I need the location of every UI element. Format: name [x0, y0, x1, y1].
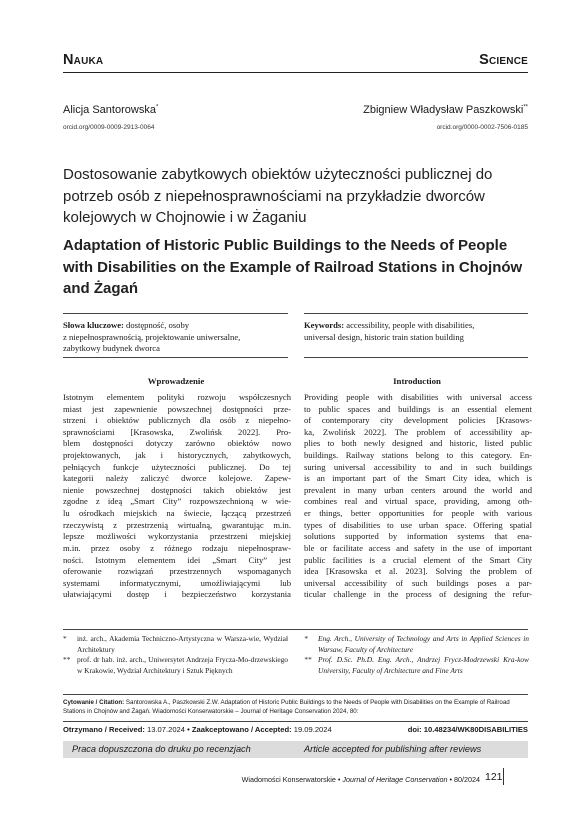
body-line: kategorii należy zaliczyć dworce kolejowe. Zapew- [63, 473, 291, 484]
citation [63, 698, 533, 716]
body-line: universal accessibility of such buildings poses a par- [304, 577, 532, 588]
body-line: of contemporary city development policies [Krasows- [304, 415, 532, 426]
body-line: ticular challenge in the process of designing the refur- [304, 589, 532, 600]
body-line: types of disabilities to use urban space. Offering spatial [304, 519, 532, 530]
body-line: zgodne z ideą „Smart City” rozpowszechnioną w wie- [63, 496, 291, 507]
body-line: miast jest zapewnienie powszechnej dostępności prze- [63, 403, 291, 414]
body-line: m.in. przez osoby z różnego rodzaju niepełnospraw- [63, 542, 291, 553]
keywords-en-line: universal design, historic train station building [304, 331, 464, 342]
footnote-en-1 [304, 634, 529, 655]
body-line: projektowanych, jak i historycznych, zabytkowych, [63, 450, 291, 461]
citation-rule [63, 694, 528, 695]
footnotes-en [304, 634, 529, 676]
body-line: public facilities is a crucial element of the Smart City [304, 554, 532, 565]
accepted-date: 19.09.2024 [291, 725, 332, 734]
section-label-en: Science [479, 52, 528, 68]
body-line: ułatwiającymi dostęp i bezpieczeństwo korzystania [63, 589, 291, 600]
doi[interactable] [408, 725, 528, 734]
body-line: blem dostępności dotyczy zarówno obiektów nowo [63, 438, 291, 449]
keywords-polish [63, 320, 288, 355]
citation-text: Santorowska A., Paszkowski Z.W. Adaptation of Historic Public Buildings to the Needs of People with Disabilities on the Example of Railroad Stations in Chojnów and Żagań. Wiadomości Konserwatorskie – Journal of Heritage Conservation 2024, 80: [63, 699, 510, 715]
accepted-label: • Zaakceptowano / Accepted: [185, 725, 292, 734]
journal-name-en: Journal of Heritage Conservation [342, 775, 448, 784]
citation-label: Cytowanie / Citation: [63, 699, 125, 706]
author-2-mark: ** [523, 104, 528, 111]
page-number-divider [503, 768, 504, 785]
body-line: ble or facilitate access and safety in the use of important [304, 542, 532, 553]
doi-label: doi: [407, 725, 424, 734]
footnote-pl-2 [63, 655, 288, 676]
keywords-pl-line: dostępność, osoby [123, 320, 190, 330]
body-line: er things, better opportunities for people with various [304, 508, 532, 519]
issue-number: • 80/2024 [447, 775, 480, 784]
keywords-en-label: Keywords: [304, 320, 345, 330]
footnote-mark: * [63, 634, 67, 643]
body-line: nienie powszechnej dostępności takich obiektów jest [63, 484, 291, 495]
author-2 [363, 104, 528, 116]
footnote-mark: ** [63, 655, 71, 664]
footnote-mark: ** [304, 655, 312, 664]
intro-heading-pl: Wprowadzenie [147, 376, 205, 386]
received-label: Otrzymano / Received: [63, 725, 145, 734]
intro-heading-en: Introduction [393, 376, 441, 386]
page-number: 121 [485, 771, 503, 783]
footnotes-pl [63, 634, 288, 676]
body-line: oferowanie rozwiązań przestrzennych wspomaganych [63, 566, 291, 577]
received-date: 13.07.2024 [144, 725, 185, 734]
body-line: suring universal accessibility to and in such buildings [304, 461, 532, 472]
doi-value: 10.48234/WK80DISABILITIES [423, 725, 528, 734]
keywords-pl-label: Słowa kluczowe: [63, 320, 124, 330]
author-2-name: Zbigniew Władysław Paszkowski [363, 104, 524, 116]
intro-text-pl [63, 392, 291, 601]
body-line: lepsze możliwości wykorzystania przestrzeni miejskiej [63, 531, 291, 542]
title-english: Adaptation of Historic Public Buildings to the Needs of People with Disabilities on the Example of Railroad Stations in Chojnów and Żagań [63, 237, 523, 297]
body-line: is an important part of the Smart City idea, which is [304, 473, 532, 484]
footer-separator: • [335, 775, 343, 784]
body-line: prevalent in many urban centers around the world and [304, 484, 532, 495]
header-rule [63, 72, 528, 73]
footnote-en-2 [304, 655, 529, 676]
keywords-en-line: accessibility, people with disabilities, [344, 320, 475, 330]
keywords-bottom-rule-left [63, 357, 288, 358]
body-line: rzeczywistą z przestrzenią wirtualną, gwarantując m.in. [63, 519, 291, 530]
body-line: buildings. Railway stations belong to this category. En- [304, 450, 532, 461]
body-line: idea [Krasowska et al. 2023]. Solving the problem of [304, 566, 532, 577]
body-line: systemami informatycznymi, umożliwiającymi lub [63, 577, 291, 588]
footer-journal [242, 775, 480, 784]
body-line: solutions supported by information systems that ena- [304, 531, 532, 542]
intro-text-en [304, 392, 532, 601]
keywords-rule-left [63, 313, 288, 314]
keywords-pl-line: z niepełnosprawnością, projektowanie uniwersalne, [63, 331, 241, 342]
body-line: lu ośrodkach miejskich na świecie, łączącą przestrzeń [63, 508, 291, 519]
author-1-name: Alicja Santorowska [63, 104, 156, 116]
footnote-pl-1 [63, 634, 288, 655]
body-line: sprawnościami [Krasowska, Zwolińsk 2022]. Pro- [63, 426, 291, 437]
status-en: Article accepted for publishing after reviews [304, 744, 482, 754]
dates-rule [63, 721, 528, 722]
body-line: ności. Istotnym elementem idei „Smart City” jest [63, 554, 291, 565]
keywords-bottom-rule-right [304, 357, 528, 358]
keywords-rule-right [304, 313, 528, 314]
footnote-text: Prof. D.Sc. Ph.D. Eng. Arch., Andrzej Frycz-Modrzewski Kra-kow University, Faculty of Architecture and Fine Arts [318, 655, 529, 675]
author-1 [63, 104, 158, 116]
body-line: pełniących funkcje użyteczności publicznej. Do tej [63, 461, 291, 472]
body-line: plies to both newly designed and historic, listed public [304, 438, 532, 449]
body-line: ka, Zwolińsk 2022]. The problem of accessibility ap- [304, 426, 532, 437]
body-line: to public spaces and buildings is an essential element [304, 403, 532, 414]
footnote-rule [63, 629, 528, 630]
author-2-orcid[interactable]: orcid.org/0000-0002-7506-0185 [436, 124, 528, 131]
keywords-pl-line: zabytkowy budynek dworca [63, 343, 160, 353]
body-line: Istotnym elementem polityki rozwoju współczesnych [63, 392, 291, 402]
status-pl: Praca dopuszczona do druku po recenzjach [72, 744, 251, 754]
dates-line [63, 725, 332, 734]
footnote-mark: * [304, 634, 308, 643]
author-1-mark: * [155, 104, 159, 111]
body-line: strzeni i obiektów publicznych dla osób z niepełno- [63, 415, 291, 426]
keywords-english [304, 320, 529, 343]
section-label-pl: Nauka [63, 52, 104, 68]
journal-name-pl: Wiadomości Konserwatorskie [241, 775, 336, 784]
footnote-text: prof. dr hab. inż. arch., Uniwersytet Andrzeja Frycza-Mo-drzewskiego w Krakowie, Wydział Architektury i Sztuk Pięknych [77, 655, 288, 675]
body-line: Providing people with disabilities with universal access [304, 392, 532, 402]
author-1-orcid[interactable]: orcid.org/0009-0009-2913-0064 [63, 124, 155, 131]
body-line: combines real and virtual space, providing, among oth- [304, 496, 532, 507]
title-polish: Dostosowanie zabytkowych obiektów użyteczności publicznej do potrzeb osób z niepełnosprawnościami na przykładzie dworców kolejowych w Chojnowie i w Żaganiu [63, 166, 493, 226]
footnote-text: inż. arch., Akademia Techniczno-Artystyczna w Warsza-wie, Wydział Architektury [77, 634, 288, 654]
footnote-text: Eng. Arch., University of Technology and Arts in Applied Sciences in Warsaw, Faculty of Architecture [318, 634, 529, 654]
